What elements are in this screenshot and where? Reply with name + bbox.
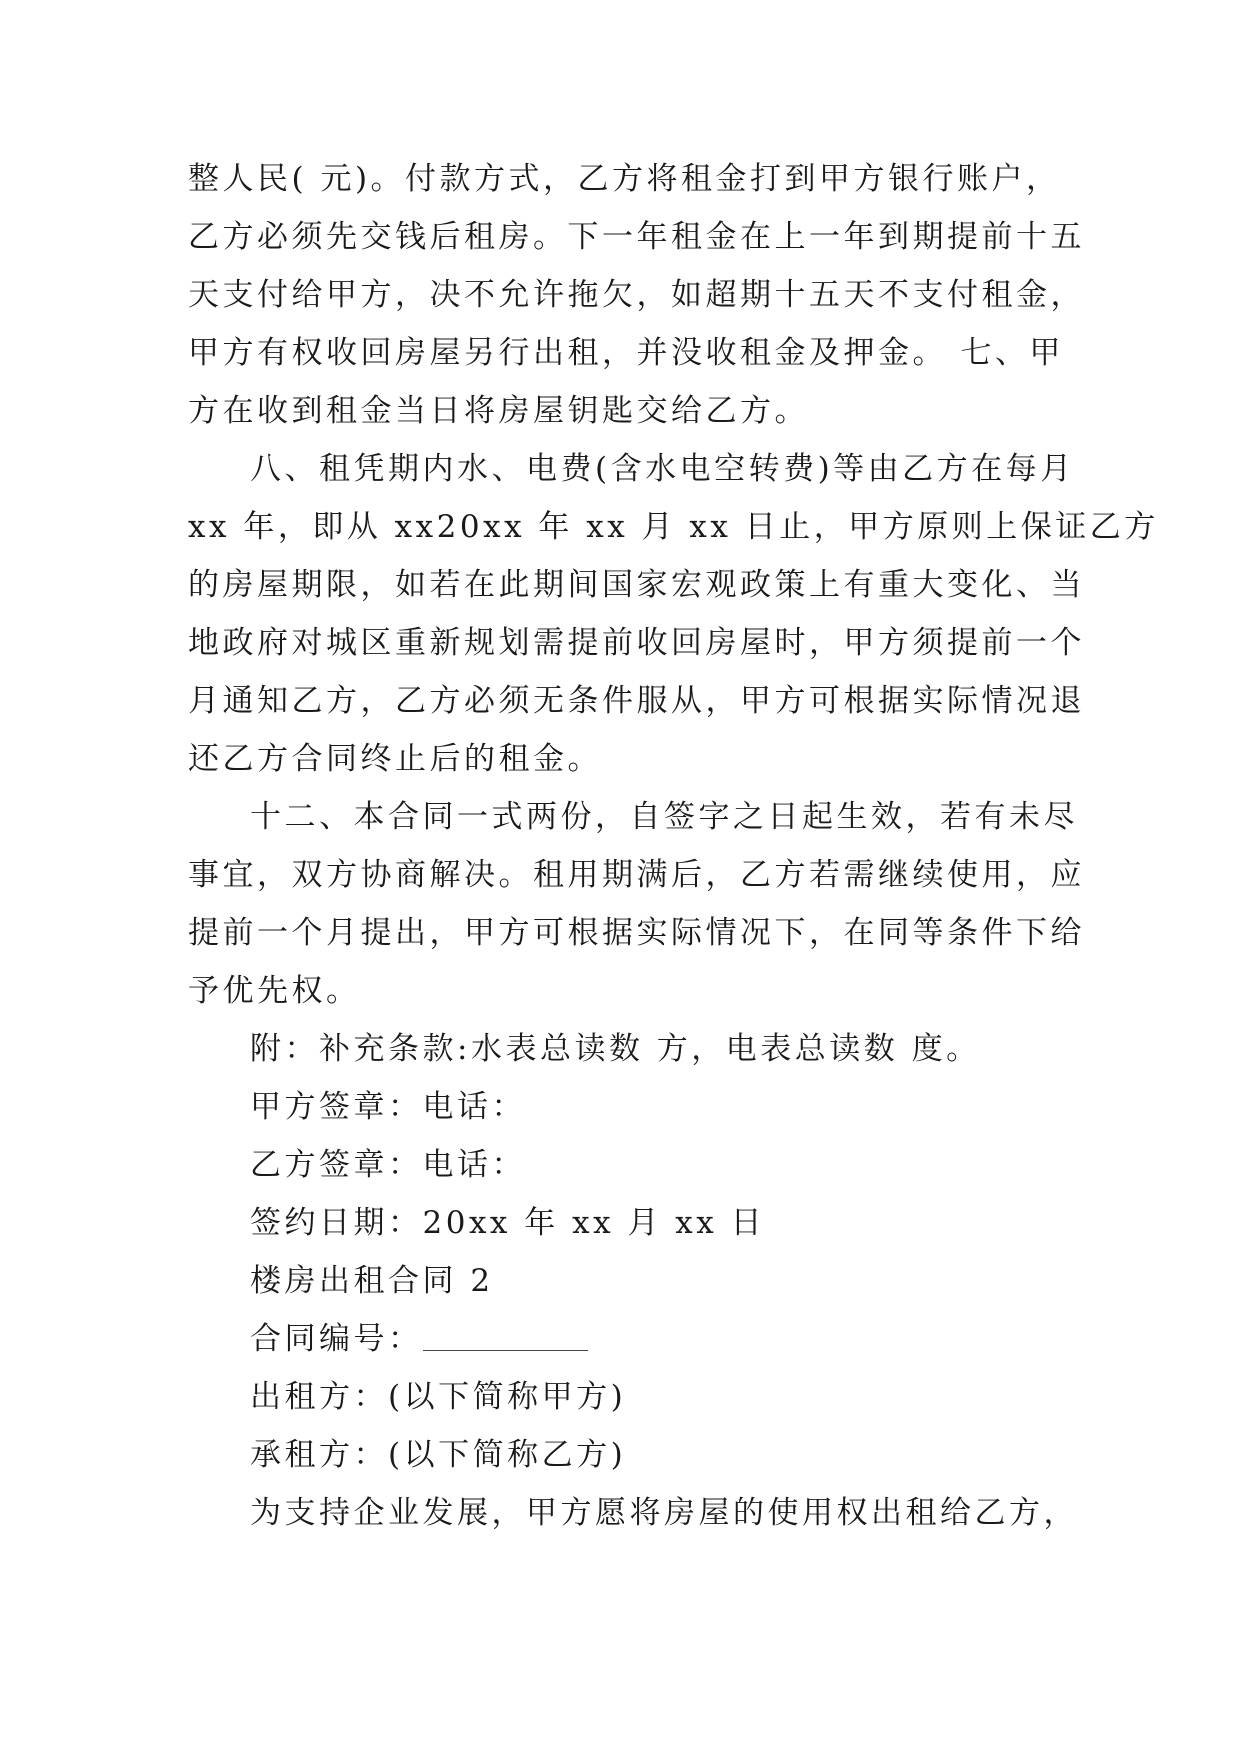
paragraph-line: 整人民( 元)。付款方式，乙方将租金打到甲方银行账户，	[188, 161, 1061, 197]
paragraph-line: 予优先权。	[188, 973, 361, 1009]
paragraph-line: 的房屋期限，如若在此期间国家宏观政策上有重大变化、当	[188, 567, 1085, 603]
supplementary-terms: 附：补充条款:水表总读数 方，电表总读数 度。	[250, 1031, 981, 1067]
lessor-line: 出租方：(以下简称甲方)	[250, 1379, 627, 1415]
paragraph-line: 地政府对城区重新规划需提前收回房屋时，甲方须提前一个	[188, 625, 1085, 661]
paragraph-line: 甲方有权收回房屋另行出租，并没收租金及押金。 七、甲	[188, 335, 1064, 371]
paragraph-line: 提前一个月提出，甲方可根据实际情况下，在同等条件下给	[188, 915, 1085, 951]
paragraph-line: 月通知乙方，乙方必须无条件服从，甲方可根据实际情况退	[188, 683, 1085, 719]
contract-number-blank	[423, 1320, 588, 1351]
document-page	[188, 150, 1159, 1542]
paragraph-line: 十二、本合同一式两份，自签字之日起生效，若有未尽	[250, 799, 1078, 835]
paragraph-line: 还乙方合同终止后的租金。	[188, 741, 602, 777]
paragraph-line: xx 年，即从 xx20xx 年 xx 月 xx 日止，甲方原则上保证乙方	[188, 509, 1159, 545]
paragraph-line: 八、租凭期内水、电费(含水电空转费)等由乙方在每月	[250, 451, 1075, 487]
lessee-line: 承租方：(以下简称乙方)	[250, 1437, 627, 1473]
party-a-signature: 甲方签章：电话：	[250, 1089, 526, 1125]
paragraph-line: 方在收到租金当日将房屋钥匙交给乙方。	[188, 393, 809, 429]
signing-date: 签约日期：20xx 年 xx 月 xx 日	[250, 1205, 766, 1241]
paragraph-line: 为支持企业发展，甲方愿将房屋的使用权出租给乙方，	[250, 1495, 1078, 1531]
paragraph-line: 事宜，双方协商解决。租用期满后，乙方若需继续使用，应	[188, 857, 1085, 893]
party-b-signature: 乙方签章：电话：	[250, 1147, 526, 1183]
paragraph-line: 乙方必须先交钱后租房。下一年租金在上一年到期提前十五	[188, 219, 1085, 255]
paragraph-line: 天支付给甲方，决不允许拖欠，如超期十五天不支付租金，	[188, 277, 1085, 313]
contract-title: 楼房出租合同 2	[250, 1263, 494, 1299]
contract-number-row	[188, 1310, 1068, 1368]
contract-number-label: 合同编号：	[250, 1321, 423, 1357]
